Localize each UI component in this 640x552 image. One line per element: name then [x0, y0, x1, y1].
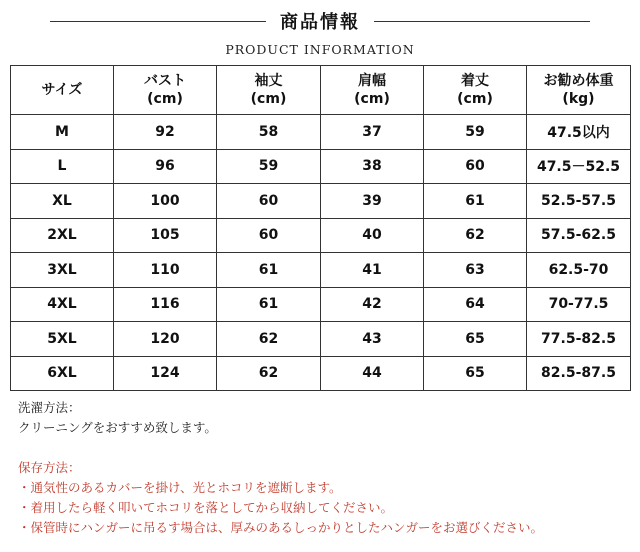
care-text: クリーニングをおすすめ致します。 — [18, 420, 217, 435]
table-header-row — [11, 66, 631, 115]
sleeve-cell: 60 — [217, 184, 321, 219]
bust-cell: 116 — [114, 287, 217, 322]
care-section — [18, 398, 628, 438]
column-header-label: 肩幅 — [358, 73, 386, 89]
column-header-label: お勧め体重 — [543, 73, 614, 89]
shoulder-cell: 44 — [321, 356, 424, 391]
bust-cell: 124 — [114, 356, 217, 391]
weight-cell: 70-77.5 — [527, 287, 631, 322]
size-cell: 3XL — [11, 253, 114, 288]
storage-item: ・着用したら軽く叩いてホコリを落としてから収納してください。 — [18, 500, 394, 515]
length-cell: 64 — [424, 287, 527, 322]
table-row — [11, 149, 631, 184]
column-header-length — [424, 66, 527, 115]
page-subtitle: PRODUCT INFORMATION — [225, 42, 415, 57]
bust-cell: 96 — [114, 149, 217, 184]
column-header-shoulder — [321, 66, 424, 115]
table-row — [11, 115, 631, 150]
bust-cell: 92 — [114, 115, 217, 150]
storage-section — [18, 458, 633, 538]
weight-cell: 77.5-82.5 — [527, 322, 631, 357]
bust-cell: 110 — [114, 253, 217, 288]
length-cell: 65 — [424, 322, 527, 357]
column-header-unit: (cm) — [457, 91, 493, 107]
column-header-label: バスト — [144, 73, 186, 89]
table-row — [11, 322, 631, 357]
storage-item: ・保管時にハンガーに吊るす場合は、厚みのあるしっかりとしたハンガーをお選びください。 — [18, 520, 544, 535]
length-cell: 65 — [424, 356, 527, 391]
shoulder-cell: 40 — [321, 218, 424, 253]
column-header-unit: (cm) — [250, 91, 287, 107]
column-header-unit: (cm) — [354, 91, 390, 107]
weight-cell: 52.5-57.5 — [527, 184, 631, 219]
weight-cell: 62.5-70 — [527, 253, 631, 288]
title-row — [0, 6, 640, 36]
shoulder-cell: 42 — [321, 287, 424, 322]
weight-cell: 82.5-87.5 — [527, 356, 631, 391]
size-cell: XL — [11, 184, 114, 219]
title-divider-right — [374, 21, 590, 22]
sleeve-cell: 61 — [217, 253, 321, 288]
column-header-unit: (cm) — [147, 91, 183, 107]
table-row — [11, 253, 631, 288]
sleeve-cell: 58 — [217, 115, 321, 150]
column-header-sleeve — [217, 66, 321, 115]
shoulder-cell: 38 — [321, 149, 424, 184]
column-header-size — [11, 66, 114, 115]
weight-cell: 47.5以内 — [527, 115, 631, 150]
shoulder-cell: 41 — [321, 253, 424, 288]
length-cell: 62 — [424, 218, 527, 253]
weight-cell: 47.5－52.5 — [527, 149, 631, 184]
table-row — [11, 287, 631, 322]
size-chart-table — [10, 65, 631, 391]
column-header-label: 袖丈 — [254, 73, 283, 89]
bust-cell: 120 — [114, 322, 217, 357]
header — [0, 0, 640, 64]
table-row — [11, 184, 631, 219]
storage-title: 保存方法： — [18, 460, 81, 475]
table-row — [11, 356, 631, 391]
column-header-label: サイズ — [41, 82, 83, 98]
shoulder-cell: 37 — [321, 115, 424, 150]
column-header-unit: (kg) — [562, 91, 595, 107]
length-cell: 61 — [424, 184, 527, 219]
size-cell: 4XL — [11, 287, 114, 322]
weight-cell: 57.5-62.5 — [527, 218, 631, 253]
title-divider-left — [50, 21, 266, 22]
care-title: 洗濯方法： — [18, 400, 81, 415]
table-row — [11, 218, 631, 253]
size-cell: 2XL — [11, 218, 114, 253]
size-cell: 6XL — [11, 356, 114, 391]
storage-item: ・通気性のあるカバーを掛け、光とホコリを遮断します。 — [18, 480, 342, 495]
shoulder-cell: 39 — [321, 184, 424, 219]
column-header-label: 着丈 — [461, 73, 489, 89]
sleeve-cell: 61 — [217, 287, 321, 322]
sleeve-cell: 60 — [217, 218, 321, 253]
length-cell: 63 — [424, 253, 527, 288]
sleeve-cell: 62 — [217, 356, 321, 391]
column-header-bust — [114, 66, 217, 115]
length-cell: 60 — [424, 149, 527, 184]
page-title: 商品情報 — [280, 12, 360, 33]
bust-cell: 105 — [114, 218, 217, 253]
shoulder-cell: 43 — [321, 322, 424, 357]
length-cell: 59 — [424, 115, 527, 150]
bust-cell: 100 — [114, 184, 217, 219]
sleeve-cell: 62 — [217, 322, 321, 357]
sleeve-cell: 59 — [217, 149, 321, 184]
size-cell: M — [11, 115, 114, 150]
size-cell: L — [11, 149, 114, 184]
size-cell: 5XL — [11, 322, 114, 357]
column-header-weight — [527, 66, 631, 115]
